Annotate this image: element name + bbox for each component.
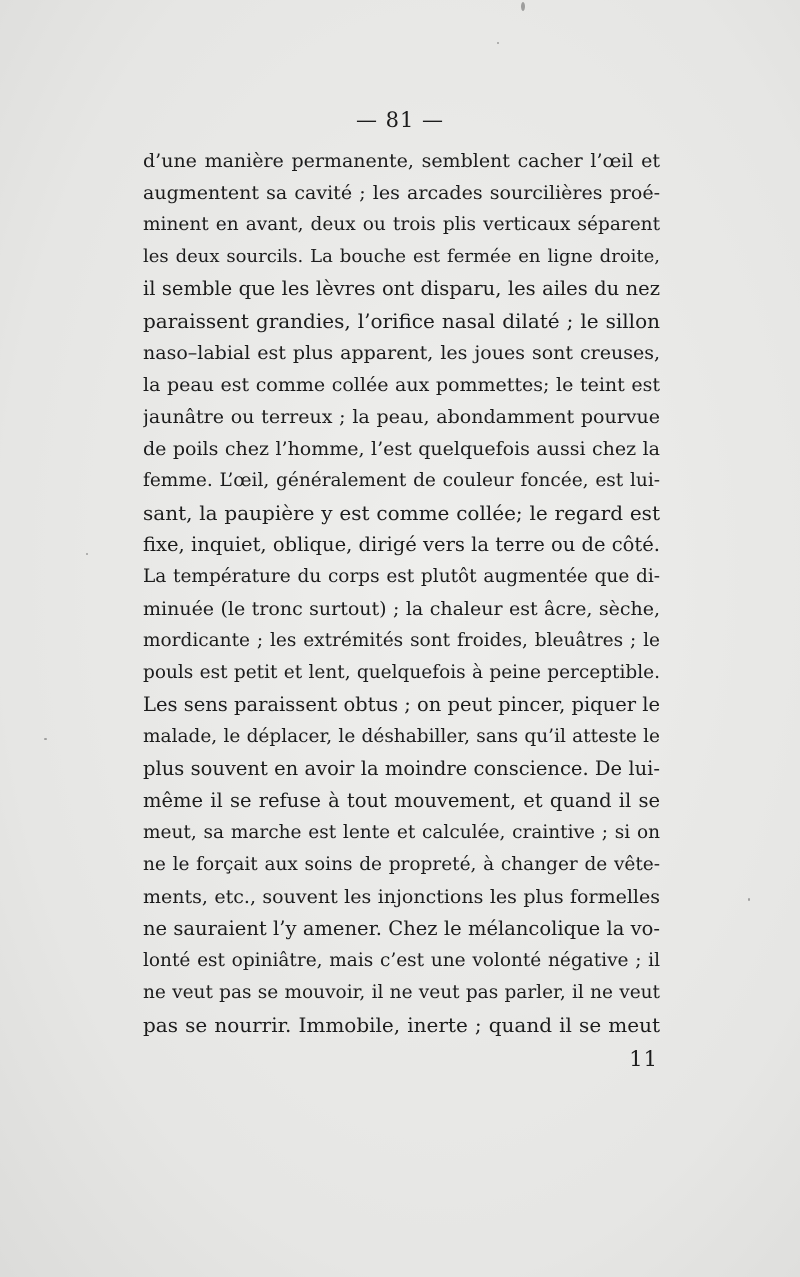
body-text (143, 145, 660, 1041)
text-line: lonté est opiniâtre, mais c’est une volonté négative ; il (143, 950, 660, 971)
paper-speck (497, 42, 499, 44)
text-line: ne veut pas se mouvoir, il ne veut pas parler, il ne veut (143, 982, 660, 1003)
text-line: ne le forçait aux soins de propreté, à changer de vête- (143, 854, 660, 875)
text-line: femme. L’œil, généralement de couleur foncée, est lui- (143, 470, 660, 491)
text-line: les deux sourcils. La bouche est fermée en ligne droite, (143, 246, 660, 267)
text-line: pas se nourrir. Immobile, inerte ; quand il se meut (143, 1013, 660, 1037)
text-line: plus souvent en avoir la moindre conscience. De lui- (143, 757, 660, 780)
text-line: La température du corps est plutôt augmentée que di- (143, 566, 660, 587)
text-line: paraissent grandies, l’orifice nasal dilaté ; le sillon (143, 309, 660, 333)
signature-mark: 11 (629, 1047, 658, 1071)
text-line: d’une manière permanente, semblent cacher l’œil et (143, 150, 660, 172)
paper-speck (521, 2, 525, 11)
text-line: Les sens paraissent obtus ; on peut pincer, piquer le (143, 693, 660, 716)
page-number: — 81 — (355, 108, 445, 132)
text-line: fixe, inquiet, oblique, dirigé vers la terre ou de côté. (143, 533, 660, 556)
paper-speck (44, 738, 47, 740)
text-line: de poils chez l’homme, l’est quelquefois aussi chez la (143, 438, 660, 460)
text-line: augmentent sa cavité ; les arcades sourcilières proé- (143, 182, 660, 204)
text-line: mordicante ; les extrémités sont froides, bleuâtres ; le (143, 630, 660, 651)
paper-speck (748, 898, 750, 901)
text-line: jaunâtre ou terreux ; la peau, abondamment pourvue (143, 406, 660, 428)
text-line: ne sauraient l’y amener. Chez le mélancolique la vo- (143, 917, 660, 940)
text-line: malade, le déplacer, le déshabiller, sans qu’il atteste le (143, 726, 660, 747)
text-line: minent en avant, deux ou trois plis verticaux séparent (143, 214, 660, 235)
text-line: il semble que les lèvres ont disparu, les ailes du nez (143, 277, 660, 300)
text-line: sant, la paupière y est comme collée; le regard est (143, 501, 660, 525)
text-line: ments, etc., souvent les injonctions les plus formelles (143, 886, 660, 908)
text-line: minuée (le tronc surtout) ; la chaleur est âcre, sèche, (143, 598, 660, 620)
text-line: pouls est petit et lent, quelquefois à peine perceptible. (143, 662, 660, 683)
text-line: naso–labial est plus apparent, les joues sont creuses, (143, 342, 660, 364)
text-line: la peau est comme collée aux pommettes; le teint est (143, 374, 660, 396)
paper-speck (86, 553, 88, 555)
text-line: meut, sa marche est lente et calculée, craintive ; si on (143, 822, 660, 843)
text-line: même il se refuse à tout mouvement, et quand il se (143, 789, 660, 812)
